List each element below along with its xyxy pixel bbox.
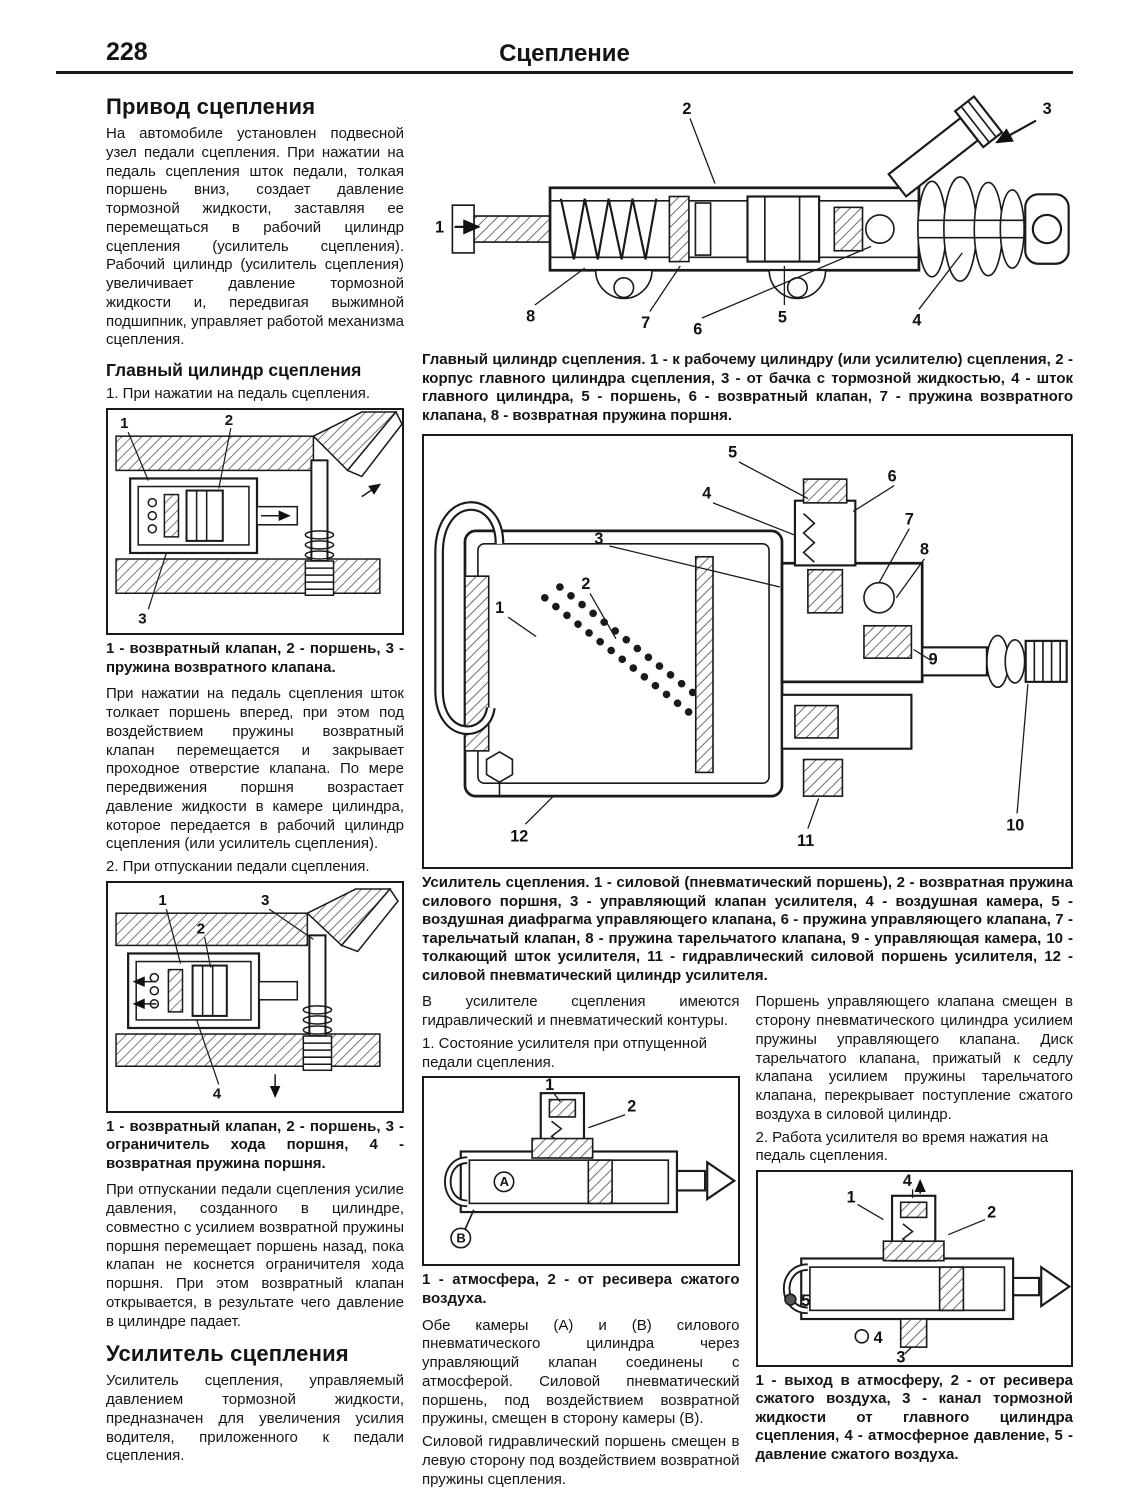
callout-1: 1 — [120, 414, 129, 432]
master-cylinder-diagram — [422, 88, 1073, 346]
callout-6: 6 — [693, 320, 703, 339]
callout-1: 1 — [545, 1078, 555, 1095]
callout-1: 1 — [846, 1188, 856, 1207]
callout-4: 4 — [912, 311, 922, 330]
heading-master-cylinder: Главный цилиндр сцепления — [106, 360, 362, 380]
diagram-art — [448, 1094, 734, 1249]
paragraph-chambers: Обе камеры (А) и (В) силового пневматического цилиндра через управляющий клапан соединены с атмосферой. Силовой пневматический поршень, под воздействием возвратной пружины, смещен в сторону камеры (В). — [422, 1316, 740, 1428]
booster-applied-diagram — [758, 1172, 1072, 1364]
master-release-diagram — [108, 883, 402, 1111]
callout-9: 9 — [928, 650, 938, 669]
page-number: 228 — [106, 38, 148, 66]
callout-chamber-a: A — [499, 1174, 510, 1190]
callout-5: 5 — [800, 1292, 810, 1311]
callout-1: 1 — [495, 598, 505, 617]
callout-5: 5 — [728, 443, 738, 462]
paragraph-press: При нажатии на педаль сцепления шток толкает поршень вперед, при этом под воздействием пружины возвратный клапан перемещается и закрывает проходное отверстие клапана. По мере передвижения поршня возрастает давление жидкости в камере цилиндра, которое передается в рабочий цилиндр сцепления (или усилитель сцепления). — [106, 685, 404, 853]
callout-7: 7 — [641, 313, 651, 332]
paragraph-booster: Усилитель сцепления, управляемый давлением тормозной жидкости, предназначен для увеличения усилия водителя, приложенного к педали сцепления. — [106, 1372, 404, 1465]
subcolumn-right — [756, 993, 1074, 1493]
caption-booster-released: 1 - атмосфера, 2 - от ресивера сжатого воздуха. — [422, 1271, 740, 1308]
figure-booster-released — [422, 1076, 740, 1266]
callout-5: 5 — [777, 308, 787, 327]
callout-3: 3 — [1042, 100, 1052, 119]
subcolumn-left — [422, 993, 740, 1493]
callout-3: 3 — [261, 892, 270, 910]
figure-booster — [422, 434, 1073, 869]
paragraph-release: При отпускании педали сцепления усилие давления, созданного в цилиндре, совместно с усилием возвратной пружины поршня перемещает поршень назад, пока клапан не коснется ограничителя хода поршня. При этом возвратный клапан открывается, в результате чего давление в цилиндре падает. — [106, 1181, 404, 1330]
paragraph-control-valve: Поршень управляющего клапана смещен в сторону пневматического цилиндра усилием пружины управляющего клапана. Диск тарельчатого клапана, прижатый к седлу клапана усилием пружины тарельчатого клапана, перекрывает поступление сжатого воздуха в силовой цилиндр. — [755, 993, 1073, 1123]
paragraph-clutch-drive: На автомобиле установлен подвесной узел педали сцепления. При нажатии на педаль сцепления шток педали, толкая поршень вниз, создает давление тормозной жидкости, заставляя ее перемещаться в рабочий цилиндр сцепления (усилитель сцепления). Рабочий цилиндр (усилитель сцепления) увеличивает давление тормозной жидкости и, передвигая выжимной подшипник, управляет работой механизма сцепления. — [106, 125, 404, 349]
step-booster-state-1: 1. Состояние усилителя при отпущенной педали сцепления. — [422, 1034, 707, 1071]
caption-master-cylinder: Главный цилиндр сцепления. 1 - к рабочему цилиндру (или усилителю) сцепления, 2 - корпус главного цилиндра сцепления, 3 - от бачка с тормозной жидкостью, 4 - шток главного цилиндра, 5 - поршень, 6 - возвратный клапан, 7 - пружина возвратного клапана, 8 - возвратная пружина поршня. — [422, 351, 1073, 424]
callout-3: 3 — [138, 610, 147, 628]
callout-12: 12 — [510, 827, 529, 846]
callout-8: 8 — [526, 307, 536, 326]
right-column — [422, 84, 1073, 1493]
figure-master-cylinder — [422, 88, 1073, 346]
figure-master-press — [106, 408, 404, 636]
step-1-press: 1. При нажатии на педаль сцепления. — [106, 385, 371, 402]
caption-master-press: 1 - возвратный клапан, 2 - поршень, 3 - пружина возвратного клапана. — [106, 640, 404, 676]
caption-master-release: 1 - возвратный клапан, 2 - поршень, 3 - ограничитель хода поршня, 4 - возвратная пружина поршня. — [106, 1117, 404, 1172]
left-column — [106, 84, 404, 1493]
callout-3: 3 — [895, 1348, 905, 1365]
step-booster-state-2: 2. Работа усилителя во время нажатия на педаль сцепления. — [755, 1128, 1049, 1165]
callout-2: 2 — [627, 1097, 637, 1116]
caption-booster-applied: 1 - выход в атмосферу, 2 - от ресивера сжатого воздуха, 3 - канал тормозной жидкости от главного цилиндра сцепления, 4 - атмосферное давление, 5 - давление сжатого воздуха. — [755, 1371, 1073, 1464]
paragraph-hydraulic-piston: Силовой гидравлический поршень смещен в левую сторону под воздействием возвратной пружины сцепления. — [422, 1433, 740, 1488]
heading-clutch-drive: Привод сцепления — [106, 94, 316, 119]
heading-booster: Усилитель сцепления — [106, 1341, 349, 1367]
callout-4: 4 — [212, 1085, 222, 1103]
page-content — [56, 84, 1073, 1493]
figure-booster-applied — [756, 1170, 1074, 1366]
callout-chamber-b: B — [456, 1230, 466, 1246]
diagram-art — [116, 412, 402, 595]
diagram-art — [452, 96, 1068, 298]
callout-4: 4 — [702, 484, 712, 503]
callout-2: 2 — [986, 1203, 996, 1222]
callout-4-top: 4 — [902, 1172, 912, 1191]
callout-11: 11 — [797, 831, 815, 850]
chapter-title: Сцепление — [499, 40, 630, 67]
callout-2: 2 — [682, 100, 692, 119]
master-press-diagram — [108, 410, 402, 634]
diagram-art — [116, 889, 398, 1096]
callout-3: 3 — [594, 529, 604, 548]
callout-1: 1 — [435, 218, 445, 237]
booster-states-section — [422, 993, 1073, 1493]
callout-2: 2 — [581, 574, 591, 593]
booster-released-diagram — [424, 1078, 738, 1264]
booster-diagram — [424, 436, 1071, 867]
step-2-release: 2. При отпускании педали сцепления. — [106, 858, 370, 876]
callout-2: 2 — [196, 920, 206, 938]
diagram-art — [439, 479, 1067, 796]
callout-2: 2 — [224, 411, 234, 429]
callout-1: 1 — [158, 892, 167, 910]
diagram-art — [785, 1181, 1069, 1347]
caption-booster: Усилитель сцепления. 1 - силовой (пневматический поршень), 2 - возвратная пружина силового поршня, 3 - управляющий клапан усилителя, 4 - воздушная камера, 5 - воздушная диафрагма управляющего клапана, 6 - пружина управляющего клапана, 7 - тарельчатый клапан, 8 - пружина тарельчатого клапана, 9 - управляющая камера, 10 - толкающий шток усилителя, 11 - гидравлический силовой поршень усилителя, 12 - силовой пневматический цилиндр усилителя. — [422, 873, 1073, 984]
callout-10: 10 — [1006, 816, 1025, 835]
figure-master-release — [106, 881, 404, 1113]
paragraph-circuits: В усилителе сцепления имеются гидравлический и пневматический контуры. — [422, 993, 740, 1030]
callout-7: 7 — [904, 510, 914, 529]
callout-6: 6 — [887, 466, 897, 485]
page-header — [56, 34, 1073, 74]
callout-4-bottom: 4 — [873, 1329, 883, 1348]
callout-8: 8 — [920, 540, 930, 559]
